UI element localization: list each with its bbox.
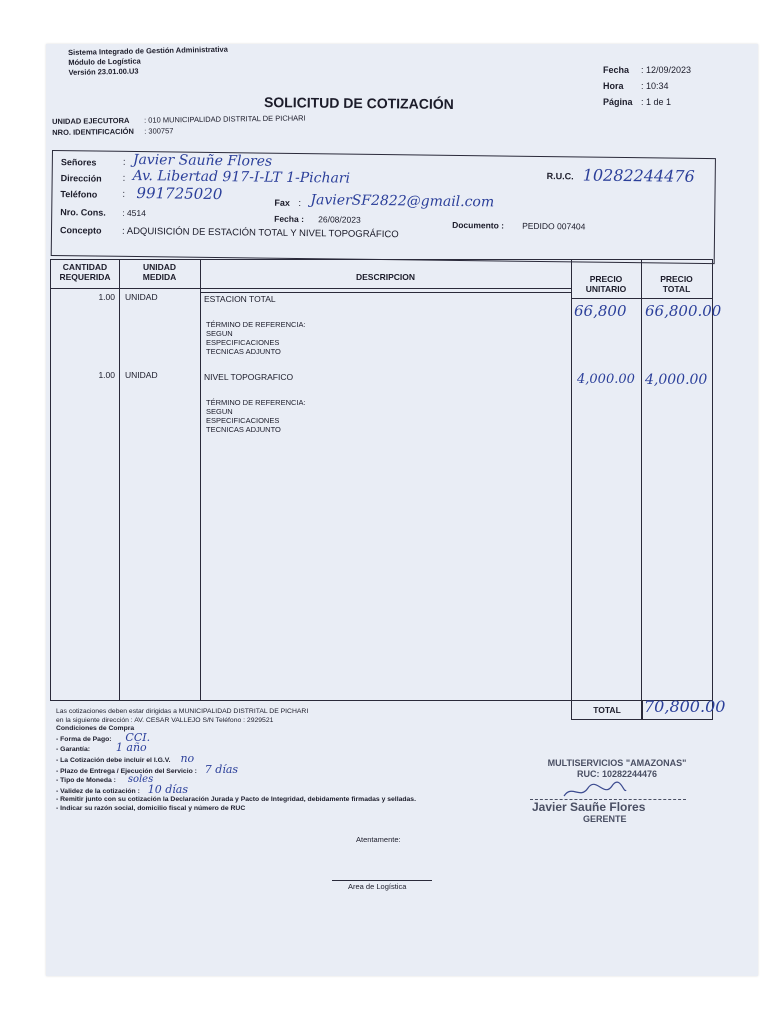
nro-value: : 300757	[144, 126, 174, 136]
fecha-value: : 12/09/2023	[641, 65, 692, 75]
moneda-label: - Tipo de Moneda :	[56, 777, 116, 785]
area-logistica: Area de Logística	[348, 882, 407, 891]
forma-pago-value: CCI.	[125, 730, 151, 744]
header-precio-unitario: PRECIO UNITARIO	[585, 274, 627, 294]
fax-label: Fax	[274, 197, 290, 208]
documento-value: PEDIDO 007404	[522, 220, 586, 232]
company-stamp	[527, 758, 707, 780]
stamp-role: GERENTE	[583, 814, 627, 824]
detalle-line: TÉRMINO DE REFERENCIA:	[206, 398, 306, 407]
fax-value: JavierSF2822@gmail.com	[310, 192, 495, 211]
validez-label: - Validez de la cotización :	[56, 787, 140, 795]
detalle-line: ESPECIFICACIONES	[206, 338, 280, 347]
nro-label: NRO. IDENTIFICACIÓN	[52, 126, 134, 137]
header-divider	[51, 288, 571, 289]
fecha-cons-value: 26/08/2023	[318, 214, 361, 225]
module-name: Módulo de Logística	[68, 56, 141, 67]
senores-label: Señores	[60, 157, 97, 168]
garantia-label: - Garantía:	[56, 746, 90, 754]
header-divider	[571, 298, 712, 299]
documento-label: Documento :	[452, 219, 505, 231]
igv-label: - La Cotización debe incluir el I.G.V.	[56, 756, 171, 764]
igv-value: no	[180, 751, 195, 765]
document-title: SOLICITUD DE COTIZACIÓN	[263, 94, 454, 112]
senores-value: Javier Sauñe Flores	[132, 151, 273, 170]
hora-label: Hora	[603, 81, 624, 91]
row2-precio-total: 4,000.00	[645, 372, 708, 388]
version: Versión 23.01.00.U3	[68, 66, 139, 77]
column-divider	[641, 260, 642, 700]
unidad-value: : 010 MUNICIPALIDAD DISTRITAL DE PICHARI	[144, 113, 306, 125]
supplier-box	[51, 150, 716, 264]
conditions-block	[56, 708, 526, 814]
colon: :	[298, 198, 302, 210]
fecha-label: Fecha	[603, 65, 630, 75]
colon: :	[122, 188, 126, 200]
nro-cons-label: Nro. Cons.	[60, 207, 106, 218]
footer-line1: Las cotizaciones deben estar dirigidas a MUNICIPALIDAD DISTRITAL DE PICHARI	[56, 708, 309, 715]
nro-cons-value: : 4514	[122, 207, 146, 219]
direccion-label: Dirección	[60, 173, 102, 184]
ruc-label: R.U.C.	[546, 171, 574, 182]
detalle-line: TÉRMINO DE REFERENCIA:	[206, 320, 306, 329]
atentamente: Atentamente:	[356, 835, 401, 844]
moneda-value: soles	[127, 774, 154, 786]
row2-cantidad: 1.00	[98, 370, 115, 380]
colon: :	[122, 172, 126, 184]
stamp-company: MULTISERVICIOS "AMAZONAS"	[547, 758, 687, 768]
detalle-line: SEGUN	[206, 407, 233, 416]
plazo-value: 7 días	[204, 762, 239, 776]
signature-line	[332, 880, 432, 881]
row1-precio-total: 66,800.00	[645, 302, 722, 320]
concepto-value: : ADQUISICIÓN DE ESTACIÓN TOTAL Y NIVEL TOPOGRÁFICO	[121, 225, 399, 241]
garantia-value: 1 año	[115, 741, 147, 755]
total-value: 70,800.00	[644, 697, 726, 716]
detalle-line: TECNICAS ADJUNTO	[206, 425, 281, 434]
row1-detalle	[206, 320, 306, 356]
total-value-box	[641, 697, 726, 720]
row1-descripcion: ESTACION TOTAL	[204, 294, 276, 304]
condiciones-title: Condiciones de Compra	[56, 725, 135, 733]
indicar-note: - Indicar su razón social, domicilio fiscal y número de RUC	[56, 804, 246, 812]
stamp-name: Javier Sauñe Flores	[532, 800, 646, 814]
direccion-value: Av. Libertad 917-I-LT 1-Pichari	[132, 167, 351, 187]
header-precio-total: PRECIO TOTAL	[660, 274, 693, 294]
system-name: Sistema Integrado de Gestión Administrativa	[68, 44, 228, 57]
row1-cantidad: 1.00	[98, 292, 115, 302]
telefono-value: 991725020	[136, 184, 223, 204]
stamp-ruc: RUC: 10282244476	[576, 769, 658, 779]
date-time-block	[603, 62, 691, 110]
telefono-label: Teléfono	[60, 189, 98, 200]
footer-line2: en la siguiente dirección : AV. CESAR VALLEJO S/N Teléfono : 2929521	[56, 716, 274, 724]
system-info	[68, 45, 228, 78]
row2-unidad: UNIDAD	[125, 370, 158, 380]
pagina-value: : 1 de 1	[641, 97, 672, 107]
header-unidad: UNIDAD MEDIDA	[142, 262, 177, 282]
row2-detalle	[206, 398, 306, 434]
row2-precio-unitario: 4,000.00	[577, 372, 635, 387]
row1-unidad: UNIDAD	[125, 292, 158, 302]
detalle-line: TECNICAS ADJUNTO	[206, 347, 281, 356]
row1-precio-unitario: 66,800	[574, 302, 627, 320]
plazo-label: - Plazo de Entrega / Ejecución del Servicio :	[56, 767, 197, 775]
pagina-label: Página	[603, 97, 633, 107]
detalle-line: SEGUN	[206, 329, 233, 338]
row2-descripcion: NIVEL TOPOGRAFICO	[204, 372, 294, 382]
remitir-note: - Remitir junto con su cotización la Declaración Jurada y Pacto de Integridad, debidamente firmadas y selladas.	[56, 796, 416, 804]
unidad-label: UNIDAD EJECUTORA	[52, 115, 130, 126]
validez-value: 10 días	[147, 782, 189, 796]
ruc-value: 10282244476	[582, 165, 695, 186]
unit-block	[52, 112, 306, 138]
forma-pago-label: - Forma de Pago:	[56, 735, 112, 743]
detalle-line: ESPECIFICACIONES	[206, 416, 280, 425]
colon: :	[122, 156, 126, 168]
column-divider	[119, 260, 120, 700]
fecha-cons-label: Fecha :	[274, 213, 305, 225]
column-divider	[571, 260, 572, 700]
column-divider	[200, 260, 201, 700]
header-descripcion: DESCRIPCION	[355, 272, 416, 282]
concepto-label: Concepto	[59, 225, 102, 236]
total-label: TOTAL	[571, 700, 643, 720]
items-table	[50, 259, 722, 701]
header-cantidad: CANTIDAD REQUERIDA	[59, 262, 111, 282]
header-divider	[200, 292, 571, 293]
hora-value: : 10:34	[641, 81, 669, 91]
